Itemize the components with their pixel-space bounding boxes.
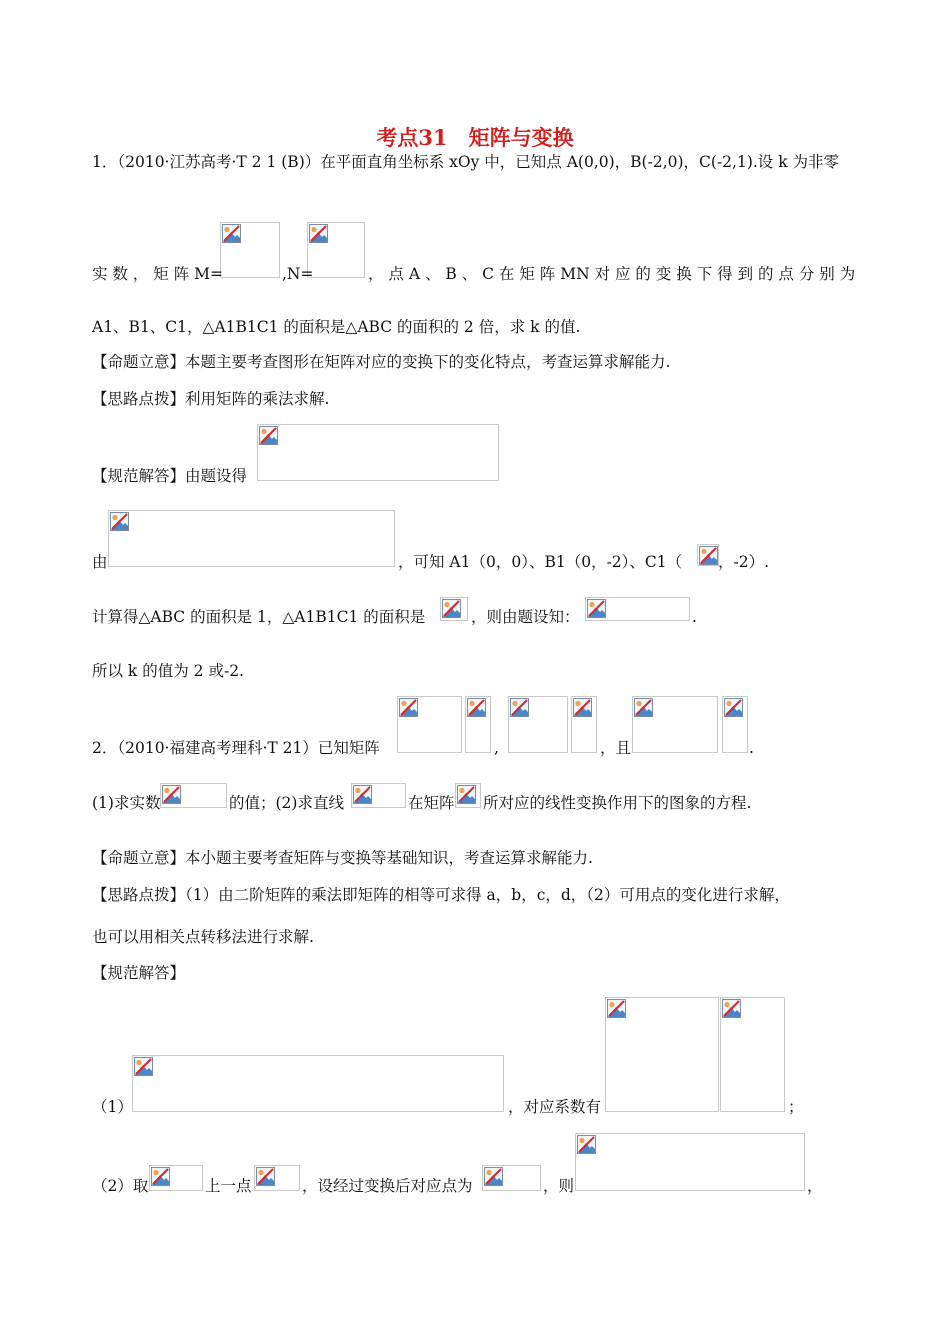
matrix-a-image — [397, 696, 462, 753]
q1-setup-image — [257, 424, 499, 481]
broken-image-icon — [510, 698, 529, 717]
q2-point-image — [254, 1165, 300, 1191]
q2-part3: 在矩阵 — [408, 794, 455, 812]
broken-image-icon — [162, 785, 181, 804]
q2-silu-1: 【思路点拨】（1）由二阶矩阵的乘法即矩阵的相等可求得 a，b，c，d，（2）可用点的变化进行求解， — [92, 886, 790, 904]
q2-period: . — [749, 739, 754, 757]
q2-p2-label: （2）取 — [92, 1177, 149, 1195]
q1-calc-text: 计算得△ABC 的面积是 1，△A1B1C1 的面积是 — [92, 608, 426, 626]
q1-points-text: ，可知 A1（0，0）、B1（0，-2）、C1（ — [398, 553, 683, 571]
broken-image-icon — [309, 224, 328, 243]
broken-image-icon — [399, 698, 418, 717]
q1-calc-period: . — [692, 608, 697, 626]
q2-p2-end: ， — [807, 1177, 823, 1195]
q1-you: 由 — [92, 553, 108, 571]
vector-2-image — [571, 696, 597, 753]
broken-image-icon — [442, 599, 461, 618]
q1-line2-suffix-text: ， 点 A 、 B 、 C 在 矩 阵 MN 对 应 的 变 换 下 得 到 的 点 分 别 为 — [368, 265, 856, 283]
matrix-m-image — [220, 222, 280, 278]
broken-image-icon — [587, 599, 606, 618]
q1-silu: 【思路点拨】利用矩阵的乘法求解. — [92, 390, 330, 408]
q2-p2-then: ，则 — [543, 1177, 575, 1195]
q2-matrix-ref-image — [455, 783, 481, 808]
q1-mingti: 【命题立意】本题主要考查图形在矩阵对应的变换下的变化特点，考查运算求解能力. — [92, 353, 671, 371]
page-title: 考点31 矩阵与变换 — [376, 125, 574, 150]
q1-product-image — [108, 510, 395, 567]
q2-qie: ，且 — [600, 739, 632, 757]
q2-p2-transform: ，设经过变换后对应点为 — [302, 1177, 473, 1195]
broken-image-icon — [467, 698, 486, 717]
q1-calc-condition: ，则由题设知： — [471, 608, 580, 626]
broken-image-icon — [353, 785, 372, 804]
broken-image-icon — [634, 698, 653, 717]
matrix-n-image — [307, 222, 365, 278]
q1-result: 所以 k 的值为 2 或-2. — [92, 662, 244, 680]
q1-line2-n: ,N= — [282, 265, 314, 283]
q2-image-point-image — [482, 1165, 541, 1191]
product-matrix-image — [632, 696, 718, 753]
q2-p1-end: ； — [788, 1098, 804, 1116]
q2-system-image — [605, 997, 719, 1112]
broken-image-icon — [722, 999, 741, 1018]
result-matrix-image — [722, 696, 748, 753]
q2-p1-label: （1） — [92, 1098, 133, 1116]
q2-p1-text: ，对应系数有 — [508, 1098, 602, 1116]
matrix-b-image — [508, 696, 568, 753]
vector-1-image — [465, 696, 491, 753]
broken-image-icon — [699, 546, 718, 565]
q1-statement-line1: 1．（2010·江苏高考·T 2 1 (B)）在平面直角坐标系 xOy 中，已知点 A(0,0)，B(-2,0)，C(-2,1).设 k 为非零 — [92, 153, 840, 171]
q2-guifan: 【规范解答】 — [92, 964, 186, 982]
q2-variables-image — [160, 783, 227, 808]
q2-silu-2: 也可以用相关点转移法进行求解. — [92, 928, 314, 946]
q2-line-image — [351, 783, 406, 808]
q2-part4: 所对应的线性变换作用下的图象的方程. — [483, 794, 752, 812]
q2-p2-point: 上一点 — [205, 1177, 252, 1195]
broken-image-icon — [724, 698, 743, 717]
broken-image-icon — [573, 698, 592, 717]
broken-image-icon — [110, 512, 129, 531]
q2-statement-line1: 2．（2010·福建高考理科·T 21）已知矩阵 — [92, 739, 380, 757]
broken-image-icon — [256, 1167, 275, 1186]
broken-image-icon — [222, 224, 241, 243]
broken-image-icon — [484, 1167, 503, 1186]
q1-line2-prefix: 实 数 ， 矩 阵 M= — [92, 265, 223, 283]
q1-line2-suffix — [368, 264, 860, 284]
q1-equation-image — [585, 597, 690, 621]
broken-image-icon — [607, 999, 626, 1018]
broken-image-icon — [457, 785, 476, 804]
q2-solution-1-image — [132, 1055, 504, 1112]
q1-guifan: 【规范解答】由题设得 — [92, 467, 248, 485]
broken-image-icon — [577, 1135, 596, 1154]
q2-comma-1: , — [494, 739, 499, 757]
q2-system-solution-image — [720, 997, 785, 1112]
q2-part1: (1)求实数 — [92, 794, 161, 812]
q2-part2: 的值；(2)求直线 — [229, 794, 344, 812]
q1-statement-line3: A1、B1、C1，△A1B1C1 的面积是△ABC 的面积的 2 倍，求 k 的值. — [92, 318, 581, 336]
broken-image-icon — [134, 1057, 153, 1076]
broken-image-icon — [259, 426, 278, 445]
q1-points-tail: ，-2）. — [718, 553, 770, 571]
broken-image-icon — [151, 1167, 170, 1186]
q1-area-image — [440, 597, 468, 621]
c1-coordinate-image — [697, 544, 719, 566]
q2-final-equation-image — [575, 1133, 805, 1191]
q2-line-l-image — [149, 1165, 203, 1191]
q2-mingti: 【命题立意】本小题主要考查矩阵与变换等基础知识，考查运算求解能力. — [92, 849, 593, 867]
